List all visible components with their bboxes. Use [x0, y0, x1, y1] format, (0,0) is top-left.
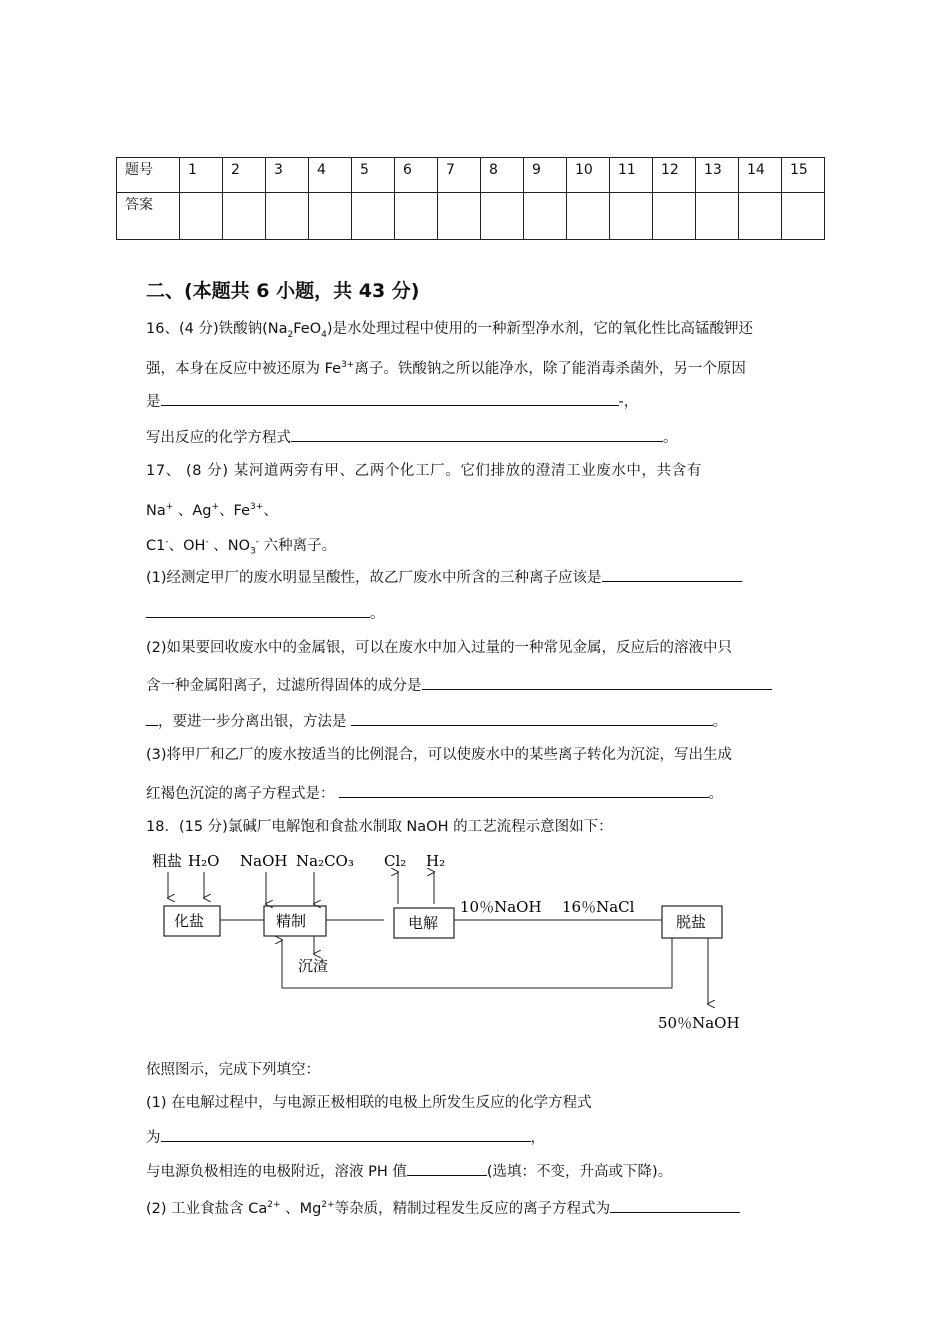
q17-ions1: [146, 497, 278, 521]
answer-blank[interactable]: [161, 391, 619, 406]
box-label-electrolysis: 电解: [408, 914, 439, 932]
answer-table: [116, 157, 825, 240]
q18-p1-line1: (1) 在电解过程中，与电源正极相联的电极上所发生反应的化学方程式: [146, 1095, 592, 1111]
q17-text: 、: [263, 502, 278, 519]
q18-follow: 依照图示，完成下列填空：: [146, 1062, 320, 1078]
q17-text: 、Fe: [219, 502, 251, 519]
q17-text: (1)经测定甲厂的废水明显呈酸性，故乙厂废水中所含的三种离子应该是: [146, 570, 602, 586]
answer-cell[interactable]: [266, 193, 309, 240]
answer-cell[interactable]: [223, 193, 266, 240]
answer-cell[interactable]: [395, 193, 438, 240]
q17-p3-line2: [146, 783, 723, 804]
q17-sup: 3+: [250, 502, 264, 512]
q17-text: 红褐色沉淀的离子方程式是：: [146, 786, 335, 802]
q17-p2-line2: [146, 675, 772, 696]
q17-text: 、NO: [208, 537, 251, 554]
recycle-loop: [282, 938, 672, 988]
q17-text: 。: [708, 786, 723, 802]
q17-sup: -: [255, 537, 260, 547]
input-label-naoh: NaOH: [240, 852, 288, 870]
answer-table-answer-row: [117, 193, 825, 240]
answer-cell[interactable]: [180, 193, 223, 240]
q17-p2-line1: (2)如果要回收废水中的金属银，可以在废水中加入过量的一种常见金属，反应后的溶液中只: [146, 640, 733, 656]
q17-text: 六种离子。: [259, 537, 337, 554]
answer-cell[interactable]: [352, 193, 395, 240]
q18-p1-line2: [146, 1127, 545, 1148]
q16-line1: [146, 319, 753, 345]
q18-intro: 18．(15 分)氯碱厂电解饱和食盐水制取 NaOH 的工艺流程示意图如下：: [146, 819, 613, 835]
question-number: 6: [395, 158, 438, 193]
question-number: 8: [481, 158, 524, 193]
q17-text: 、Ag: [173, 502, 212, 519]
q16-line2: [146, 355, 746, 379]
q16-text: 强，本身在反应中被还原为 Fe: [146, 360, 342, 377]
q18-text: 、Mg: [280, 1200, 322, 1217]
q16-sup: 3+: [341, 360, 355, 370]
answer-table-header-row: [117, 158, 825, 193]
q17-p1-cont: [146, 603, 385, 624]
stream-label-16-nacl: 16％NaCl: [562, 898, 635, 916]
question-number: 5: [352, 158, 395, 193]
q17-sup: -: [165, 537, 169, 547]
box-label-desalt: 脱盐: [676, 913, 707, 931]
question-number: 3: [266, 158, 309, 193]
answer-cell[interactable]: [610, 193, 653, 240]
stream-label-10-naoh: 10％NaOH: [460, 898, 542, 916]
q16-text: -，: [618, 394, 639, 410]
input-label-crude-salt: 粗盐: [152, 852, 183, 870]
q17-sup: +: [165, 502, 174, 512]
output-label-h2: H₂: [426, 852, 446, 870]
q16-text: 写出反应的化学方程式: [146, 430, 291, 446]
answer-cell[interactable]: [782, 193, 825, 240]
q17-ions2: [146, 532, 336, 562]
answer-cell[interactable]: [567, 193, 610, 240]
answer-blank[interactable]: [146, 603, 370, 618]
q17-text: C1: [146, 537, 166, 554]
product-label: 50％NaOH: [658, 1014, 740, 1032]
question-number: 4: [309, 158, 352, 193]
question-number: 14: [739, 158, 782, 193]
q16-sub: 2: [287, 329, 294, 340]
q18-sup: 2+: [267, 1200, 281, 1210]
q18-text: ，: [530, 1130, 545, 1146]
q17-sub: 3: [250, 546, 256, 557]
question-number: 1: [180, 158, 223, 193]
answer-blank[interactable]: [161, 1127, 531, 1142]
q18-p1-line3: [146, 1161, 672, 1182]
q17-sup: -: [205, 537, 209, 547]
q17-line1: 17、 (8 分) 某河道两旁有甲、乙两个化工厂。它们排放的澄清工业废水中，共含有: [146, 463, 702, 479]
section-title: 二、(本题共 6 小题，共 43 分): [146, 280, 420, 302]
q16-line4: [146, 427, 678, 448]
question-number: 12: [653, 158, 696, 193]
answer-blank[interactable]: [602, 567, 742, 582]
answer-cell[interactable]: [653, 193, 696, 240]
answer-cell[interactable]: [696, 193, 739, 240]
sediment-label: 沉渣: [298, 957, 329, 975]
answer-blank[interactable]: [339, 783, 709, 798]
answer-blank[interactable]: [610, 1198, 740, 1213]
q18-text: (2) 工业食盐含 Ca: [146, 1200, 268, 1217]
q17-p3-line1: (3)将甲厂和乙厂的废水按适当的比例混合，可以使废水中的某些离子转化为沉淀，写出生成: [146, 747, 733, 763]
input-label-water: H₂O: [188, 852, 220, 870]
q17-text: 。: [370, 606, 385, 622]
box-label-dissolve: 化盐: [174, 912, 205, 930]
answer-cell[interactable]: [309, 193, 352, 240]
q16-sub: 4: [321, 329, 327, 340]
question-number: 11: [610, 158, 653, 193]
q16-text: 离子。铁酸钠之所以能净水，除了能消毒杀菌外，另一个原因: [354, 360, 746, 377]
answer-blank[interactable]: [146, 711, 158, 726]
question-number: 7: [438, 158, 481, 193]
q16-text: )是水处理过程中使用的一种新型净水剂，它的氧化性比高锰酸钾还: [326, 321, 754, 337]
q16-text: 16、(4 分)铁酸钠(Na: [146, 321, 288, 337]
question-number: 13: [696, 158, 739, 193]
answer-blank[interactable]: [351, 711, 713, 726]
question-number: 10: [567, 158, 610, 193]
q17-text: 、OH: [168, 537, 206, 554]
q18-p2: [146, 1195, 740, 1219]
q18-sup: 2+: [321, 1200, 335, 1210]
answer-cell[interactable]: [524, 193, 567, 240]
answer-blank[interactable]: [407, 1161, 487, 1176]
question-number: 15: [782, 158, 825, 193]
box-label-refine: 精制: [276, 912, 307, 930]
answer-blank[interactable]: [422, 675, 772, 690]
question-number: 2: [223, 158, 266, 193]
q18-text: 为: [146, 1130, 161, 1146]
answer-cell[interactable]: [438, 193, 481, 240]
q18-text: (选填：不变，升高或下降)。: [486, 1164, 673, 1180]
q17-text: Na: [146, 502, 166, 519]
answer-cell[interactable]: [739, 193, 782, 240]
q18-text: 与电源负极相连的电极附近，溶液 PH 值: [146, 1164, 407, 1180]
q17-text: 。: [712, 714, 727, 730]
q17-p2-line3: [146, 711, 727, 732]
q16-text: 。: [663, 430, 678, 446]
question-number: 9: [524, 158, 567, 193]
answer-blank[interactable]: [291, 427, 663, 442]
answer-label: 答案: [117, 193, 180, 240]
answer-cell[interactable]: [481, 193, 524, 240]
q17-sup: +: [211, 502, 220, 512]
q17-text: ，要进一步分离出银，方法是: [158, 714, 347, 730]
process-flow-diagram: [148, 848, 768, 1038]
q16-text: 是: [146, 394, 161, 410]
input-label-na2co3: Na₂CO₃: [296, 852, 354, 870]
q16-line3: [146, 391, 638, 412]
q18-text: 等杂质，精制过程发生反应的离子方程式为: [334, 1200, 611, 1217]
output-label-cl2: Cl₂: [384, 852, 407, 870]
question-number-label: 题号: [117, 158, 180, 193]
q17-text: 含一种金属阳离子，过滤所得固体的成分是: [146, 678, 422, 694]
q16-text: FeO: [293, 321, 322, 337]
q17-p1: [146, 567, 742, 588]
